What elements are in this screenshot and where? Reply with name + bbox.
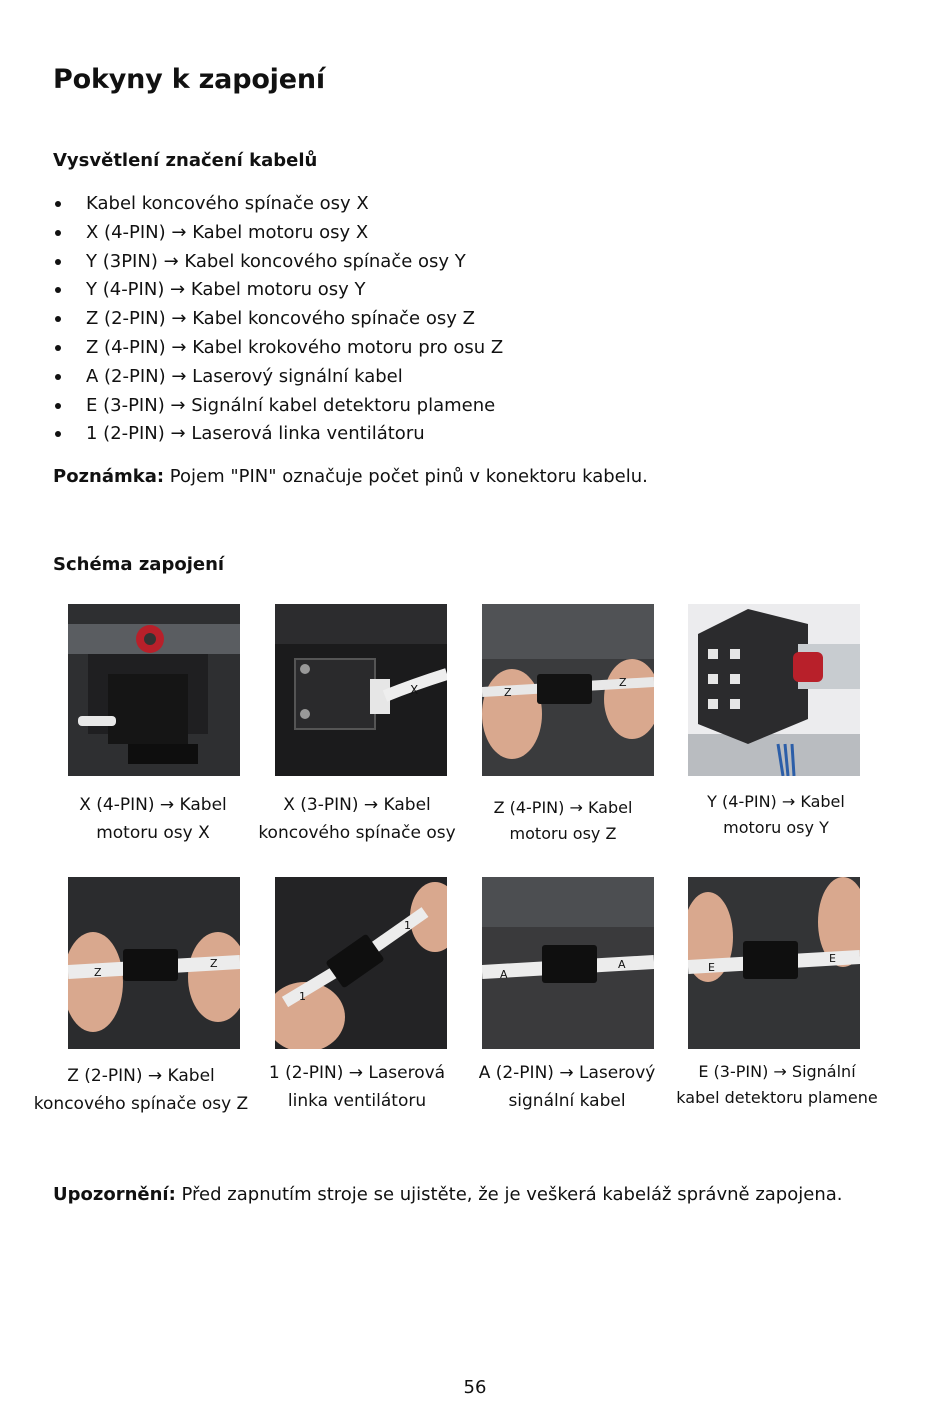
- photo-z-motor: [482, 604, 654, 776]
- note-text: Pojem "PIN" označuje počet pinů v konektoru kabelu.: [164, 466, 648, 487]
- bullet-icon: [55, 287, 61, 293]
- note: [53, 466, 648, 487]
- list-item: Z (2-PIN) → Kabel koncového spínače osy Z: [53, 305, 503, 334]
- photo-laser-signal: [482, 877, 654, 1049]
- list-item: Y (4-PIN) → Kabel motoru osy Y: [53, 276, 503, 305]
- list-item: Z (4-PIN) → Kabel krokového motoru pro osu Z: [53, 334, 503, 363]
- list-item: Y (3PIN) → Kabel koncového spínače osy Y: [53, 248, 503, 277]
- list-item: Kabel koncového spínače osy X: [53, 190, 503, 219]
- bullet-icon: [55, 403, 61, 409]
- photo-x-motor: [68, 604, 240, 776]
- svg-text:Z: Z: [619, 676, 627, 689]
- warning-label: Upozornění:: [53, 1184, 176, 1205]
- caption-laser-fan: 1 (2-PIN) → Laserová linka ventilátoru: [268, 1063, 446, 1111]
- photo-z-endstop: [68, 877, 240, 1049]
- bullet-icon: [55, 374, 61, 380]
- svg-text:A: A: [500, 968, 508, 981]
- svg-text:A: A: [618, 958, 626, 971]
- svg-text:X: X: [410, 683, 419, 697]
- list-item: E (3-PIN) → Signální kabel detektoru plamene: [53, 392, 503, 421]
- list-item: 1 (2-PIN) → Laserová linka ventilátoru: [53, 420, 503, 449]
- page-title: Pokyny k zapojení: [53, 64, 325, 95]
- svg-text:E: E: [829, 952, 836, 965]
- wiring-diagram-heading: Schéma zapojení: [53, 554, 225, 575]
- warning: [53, 1184, 842, 1205]
- list-item: X (4-PIN) → Kabel motoru osy X: [53, 219, 503, 248]
- caption-laser-signal: A (2-PIN) → Laserový signální kabel: [478, 1063, 656, 1111]
- bullet-icon: [55, 201, 61, 207]
- svg-text:Z: Z: [504, 686, 512, 699]
- note-label: Poznámka:: [53, 466, 165, 487]
- svg-text:Z: Z: [94, 966, 102, 979]
- caption-z-endstop: Z (2-PIN) → Kabel koncového spínače osy Z: [33, 1066, 249, 1114]
- svg-text:E: E: [708, 961, 715, 974]
- photo-flame-detector: [688, 877, 860, 1049]
- photo-x-endstop: [275, 604, 447, 776]
- cable-legend-list: [53, 190, 503, 449]
- bullet-icon: [55, 345, 61, 351]
- caption-flame-detector: E (3-PIN) → Signální kabel detektoru plamene: [676, 1062, 878, 1107]
- warning-text: Před zapnutím stroje se ujistěte, že je veškerá kabeláž správně zapojena.: [175, 1184, 843, 1205]
- photo-laser-fan: [275, 877, 447, 1049]
- svg-text:1: 1: [299, 990, 306, 1003]
- caption-x-motor: X (4-PIN) → Kabel motoru osy X: [79, 795, 227, 843]
- photo-y-motor: [688, 604, 860, 776]
- caption-y-motor: Y (4-PIN) → Kabel motoru osy Y: [707, 792, 845, 837]
- caption-z-motor: Z (4-PIN) → Kabel motoru osy Z: [493, 798, 633, 843]
- bullet-icon: [55, 431, 61, 437]
- page-number: 56: [463, 1377, 487, 1398]
- caption-x-endstop: X (3-PIN) → Kabel koncového spínače osy: [258, 795, 456, 843]
- bullet-icon: [55, 259, 61, 265]
- cable-legend-heading: Vysvětlení značení kabelů: [53, 150, 318, 171]
- list-item: A (2-PIN) → Laserový signální kabel: [53, 363, 503, 392]
- bullet-icon: [55, 316, 61, 322]
- bullet-icon: [55, 230, 61, 236]
- svg-text:Z: Z: [210, 957, 218, 970]
- svg-text:1: 1: [404, 919, 411, 932]
